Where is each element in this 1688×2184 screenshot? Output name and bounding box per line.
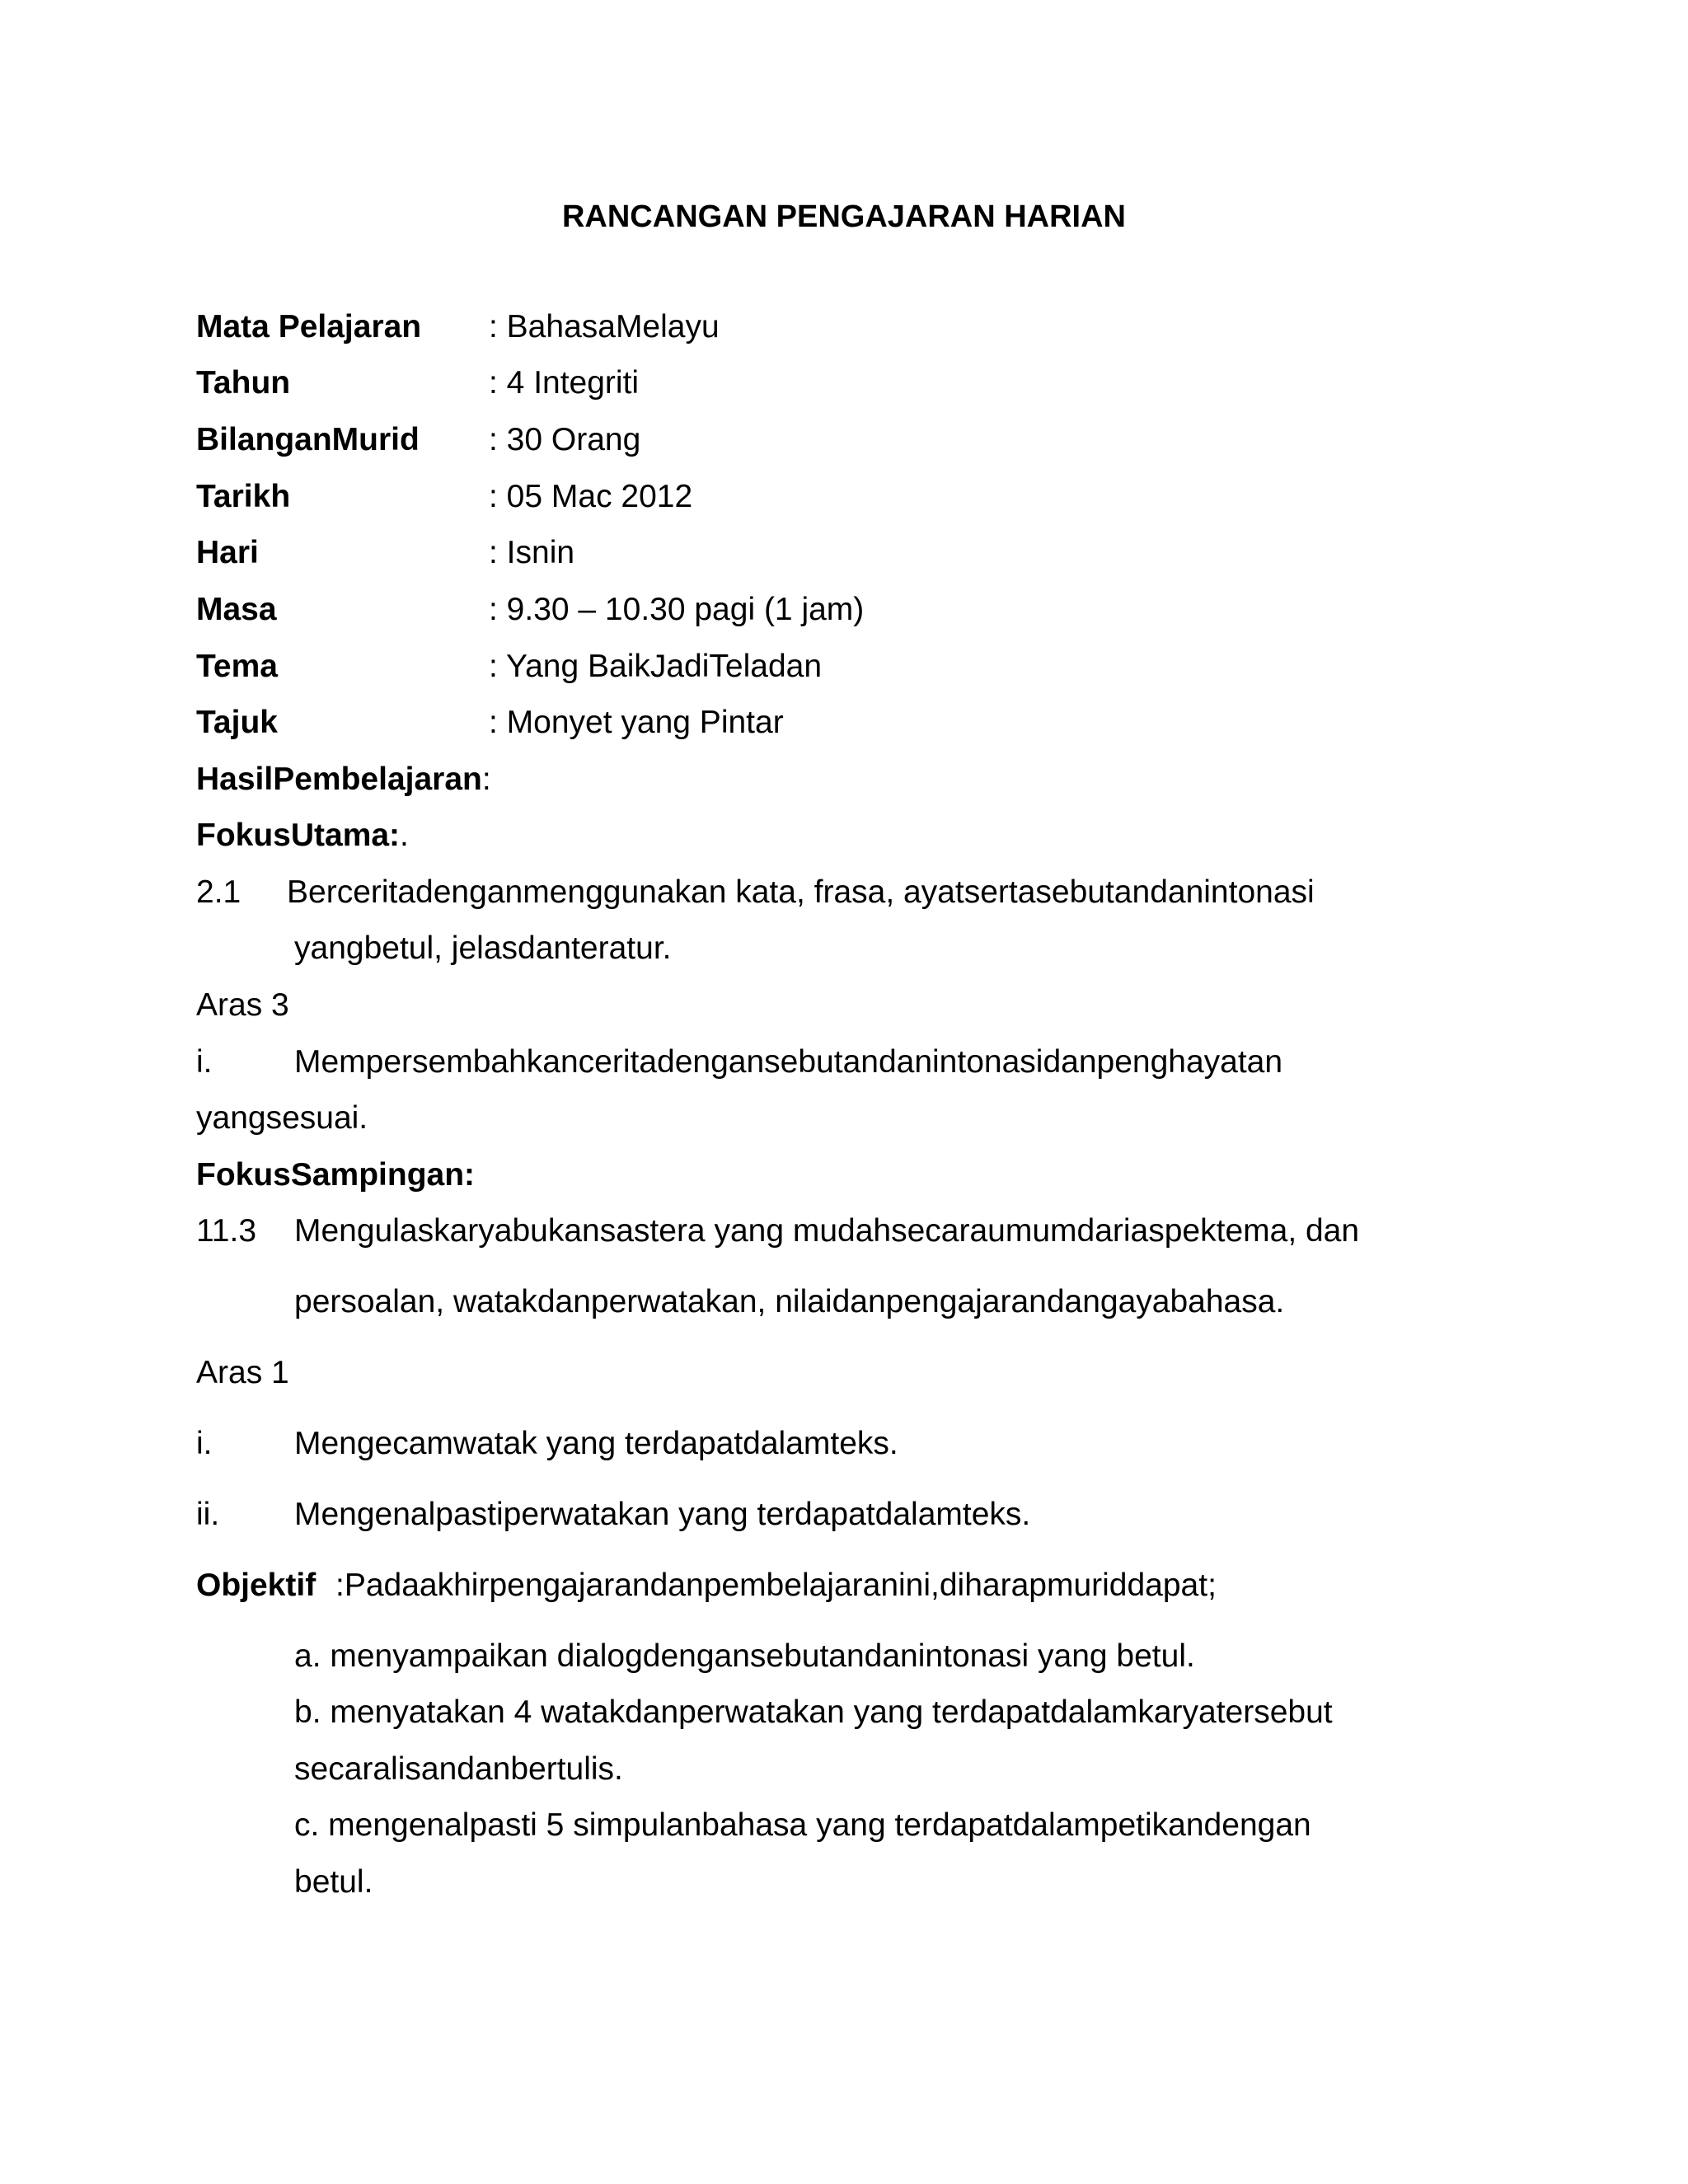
objective-item-b-line-2: secaralisandanbertulis. (294, 1751, 623, 1787)
side-focus-level: Aras 1 (196, 1355, 289, 1390)
side-focus-item-1-number: i. (196, 1426, 213, 1461)
objective-item-b-line-1: b. menyatakan 4 watakdanperwatakan yang terdapatdalamkaryatersebut (294, 1694, 1333, 1730)
learning-outcome-label: HasilPembelajaran (196, 762, 482, 797)
main-focus-label: FokusUtama: (196, 818, 401, 853)
side-focus-number: 11.3 (196, 1213, 257, 1249)
main-focus-line-1: Berceritadenganmenggunakan kata, frasa, ayatsertasebutandanintonasi (287, 874, 1315, 910)
info-value-students: : 30 Orang (489, 422, 641, 457)
info-label-day: Hari (196, 535, 259, 570)
main-focus-dot: . (400, 818, 409, 853)
side-focus-item-1-text: Mengecamwatak yang terdapatdalamteks. (294, 1426, 898, 1461)
info-label-time: Masa (196, 592, 277, 627)
info-label-date: Tarikh (196, 479, 291, 514)
main-focus-item-number: i. (196, 1044, 213, 1080)
objective-label: Objektif (196, 1568, 316, 1603)
info-value-theme: : Yang BaikJadiTeladan (489, 649, 823, 684)
document-title: RANCANGAN PENGAJARAN HARIAN (561, 199, 1127, 234)
objective-item-a: a. menyampaikan dialogdengansebutandanintonasi yang betul. (294, 1638, 1195, 1674)
learning-outcome-colon: : (481, 762, 491, 797)
side-focus-line-2: persoalan, watakdanperwatakan, nilaidanpengajarandangayabahasa. (294, 1284, 1285, 1319)
side-focus-item-2-text: Mengenalpastiperwatakan yang terdapatdalamteks. (294, 1497, 1031, 1532)
objective-intro: :Padaakhirpengajarandanpembelajaranini,diharapmuriddapat; (335, 1568, 1217, 1603)
learning-outcome-heading (196, 761, 491, 799)
info-value-subject: : BahasaMelayu (489, 309, 720, 344)
info-label-topic: Tajuk (196, 705, 278, 740)
main-focus-heading (196, 817, 409, 855)
main-focus-level: Aras 3 (196, 987, 289, 1023)
info-label-year: Tahun (196, 365, 291, 401)
objective-item-c-line-1: c. mengenalpasti 5 simpulanbahasa yang terdapatdalampetikandengan (294, 1807, 1311, 1843)
info-value-year: : 4 Integriti (489, 365, 640, 401)
side-focus-item-2-number: ii. (196, 1497, 220, 1532)
info-label-theme: Tema (196, 649, 278, 684)
info-value-time: : 9.30 – 10.30 pagi (1 jam) (489, 592, 865, 627)
main-focus-item-line-1: Mempersembahkanceritadengansebutandanintonasidanpenghayatan (294, 1044, 1283, 1080)
info-value-day: : Isnin (489, 535, 575, 570)
info-label-students: BilanganMurid (196, 422, 420, 457)
side-focus-line-1: Mengulaskaryabukansastera yang mudahsecaraumumdariaspektema, dan (294, 1213, 1360, 1249)
main-focus-line-2: yangbetul, jelasdanteratur. (294, 930, 672, 966)
main-focus-number: 2.1 (196, 874, 241, 910)
side-focus-heading: FokusSampingan: (196, 1157, 476, 1193)
main-focus-item-line-2: yangsesuai. (196, 1100, 368, 1136)
info-value-topic: : Monyet yang Pintar (489, 705, 784, 740)
objective-item-c-line-2: betul. (294, 1864, 373, 1900)
info-label-subject: Mata Pelajaran (196, 309, 422, 344)
info-value-date: : 05 Mac 2012 (489, 479, 693, 514)
